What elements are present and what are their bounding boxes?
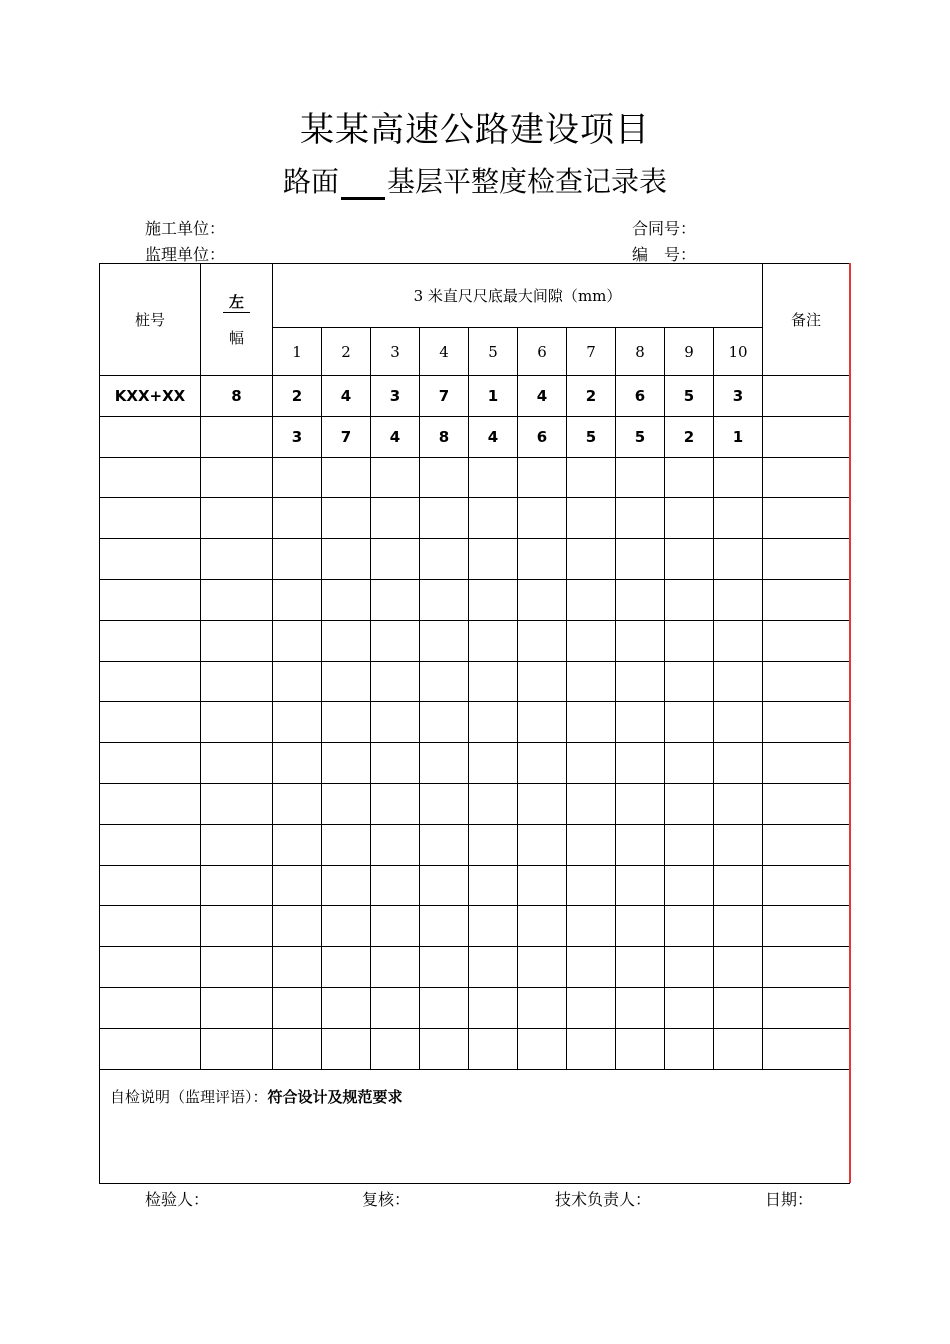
measure-cell[interactable] xyxy=(322,702,371,743)
header-gap: 3 米直尺尺底最大间隙（mm） xyxy=(273,264,763,328)
measure-cell[interactable] xyxy=(371,987,420,1028)
reviewer-label: 复核： xyxy=(362,1190,411,1209)
measure-cell[interactable] xyxy=(273,661,322,702)
header-side xyxy=(201,264,273,376)
form-title-blank xyxy=(341,161,385,200)
side-cell[interactable] xyxy=(201,783,273,824)
comment-cell xyxy=(100,1069,850,1183)
measure-cell[interactable] xyxy=(518,661,567,702)
measure-cell[interactable] xyxy=(714,457,763,498)
measure-cell[interactable] xyxy=(420,661,469,702)
measure-cell[interactable] xyxy=(665,783,714,824)
measure-cell[interactable] xyxy=(420,579,469,620)
table-row xyxy=(100,1028,850,1069)
table-row xyxy=(100,906,850,947)
remark-cell[interactable] xyxy=(763,457,850,498)
measure-cell[interactable]: 7 xyxy=(322,416,371,457)
measure-cell[interactable] xyxy=(714,865,763,906)
measure-cell[interactable]: 3 xyxy=(273,416,322,457)
station-cell[interactable] xyxy=(100,702,201,743)
measure-cell[interactable] xyxy=(273,620,322,661)
remark-cell[interactable] xyxy=(763,824,850,865)
side-cell[interactable] xyxy=(201,1028,273,1069)
measure-cell[interactable] xyxy=(273,743,322,784)
station-cell[interactable] xyxy=(100,661,201,702)
header-side-bottom: 幅 xyxy=(228,329,244,347)
table-row xyxy=(100,702,850,743)
measure-cell[interactable]: 4 xyxy=(371,416,420,457)
measure-cell[interactable] xyxy=(371,906,420,947)
station-cell[interactable] xyxy=(100,824,201,865)
measure-cell[interactable] xyxy=(469,947,518,988)
measure-cell[interactable] xyxy=(567,620,616,661)
measure-cell[interactable] xyxy=(518,457,567,498)
remark-cell[interactable] xyxy=(763,416,850,457)
measure-cell[interactable] xyxy=(518,824,567,865)
measure-cell[interactable] xyxy=(322,947,371,988)
measure-cell[interactable] xyxy=(273,824,322,865)
measure-cell[interactable]: 5 xyxy=(616,416,665,457)
measure-cell[interactable] xyxy=(273,783,322,824)
remark-cell[interactable] xyxy=(763,987,850,1028)
station-cell[interactable] xyxy=(100,539,201,580)
measure-cell[interactable] xyxy=(616,702,665,743)
measure-cell[interactable] xyxy=(420,947,469,988)
measure-cell[interactable] xyxy=(567,947,616,988)
measure-cell[interactable] xyxy=(273,947,322,988)
measure-cell[interactable] xyxy=(567,783,616,824)
measure-cell[interactable] xyxy=(616,906,665,947)
side-cell[interactable] xyxy=(201,579,273,620)
measure-cell[interactable] xyxy=(714,947,763,988)
measure-cell[interactable] xyxy=(714,702,763,743)
measure-cell[interactable] xyxy=(567,539,616,580)
measure-cell[interactable] xyxy=(371,457,420,498)
side-cell[interactable] xyxy=(201,457,273,498)
measure-cell[interactable] xyxy=(714,539,763,580)
header-side-top: 左 xyxy=(223,291,250,313)
measure-cell[interactable] xyxy=(714,743,763,784)
measure-cell[interactable] xyxy=(469,457,518,498)
remark-cell[interactable] xyxy=(763,661,850,702)
inspector-label: 检验人： xyxy=(145,1190,210,1209)
measure-cell[interactable] xyxy=(518,865,567,906)
measure-cell[interactable]: 2 xyxy=(567,376,616,417)
measure-cell[interactable] xyxy=(322,620,371,661)
measure-cell[interactable] xyxy=(665,498,714,539)
station-cell[interactable] xyxy=(100,865,201,906)
measure-cell[interactable] xyxy=(420,539,469,580)
measure-cell[interactable] xyxy=(371,743,420,784)
measure-cell[interactable] xyxy=(518,579,567,620)
remark-cell[interactable] xyxy=(763,906,850,947)
table-row xyxy=(100,539,850,580)
measure-cell[interactable] xyxy=(616,824,665,865)
construction-unit-label: 施工单位： xyxy=(145,219,226,238)
measure-cell[interactable] xyxy=(322,1028,371,1069)
measure-cell[interactable] xyxy=(714,661,763,702)
remark-cell[interactable] xyxy=(763,498,850,539)
header-measure-col: 5 xyxy=(469,328,518,376)
measure-cell[interactable] xyxy=(616,498,665,539)
table-row xyxy=(100,947,850,988)
measure-cell[interactable] xyxy=(371,865,420,906)
measure-cell[interactable] xyxy=(665,457,714,498)
measure-cell[interactable] xyxy=(469,783,518,824)
measure-cell[interactable] xyxy=(273,539,322,580)
measure-cell[interactable] xyxy=(273,865,322,906)
measure-cell[interactable] xyxy=(469,620,518,661)
measure-cell[interactable] xyxy=(420,1028,469,1069)
header-measure-col: 1 xyxy=(273,328,322,376)
header-remark: 备注 xyxy=(763,264,850,376)
side-cell[interactable] xyxy=(201,498,273,539)
measure-cell[interactable] xyxy=(322,579,371,620)
station-cell[interactable] xyxy=(100,1028,201,1069)
station-cell[interactable] xyxy=(100,987,201,1028)
measure-cell[interactable] xyxy=(567,457,616,498)
measure-cell[interactable] xyxy=(469,1028,518,1069)
table-row xyxy=(100,743,850,784)
measure-cell[interactable]: 3 xyxy=(371,376,420,417)
remark-cell[interactable] xyxy=(763,620,850,661)
measure-cell[interactable] xyxy=(714,987,763,1028)
measure-cell[interactable] xyxy=(714,620,763,661)
station-cell[interactable] xyxy=(100,947,201,988)
measure-cell[interactable] xyxy=(616,1028,665,1069)
header-measure-col: 3 xyxy=(371,328,420,376)
form-title-suffix: 基层平整度检查记录表 xyxy=(387,165,668,198)
station-cell[interactable] xyxy=(100,743,201,784)
table-row xyxy=(100,498,850,539)
comment-label: 自检说明（监理评语）： xyxy=(110,1087,268,1106)
measure-cell[interactable] xyxy=(714,1028,763,1069)
measure-cell[interactable] xyxy=(469,906,518,947)
measure-cell[interactable] xyxy=(665,987,714,1028)
measure-cell[interactable] xyxy=(665,1028,714,1069)
measure-cell[interactable] xyxy=(567,987,616,1028)
station-cell[interactable] xyxy=(100,498,201,539)
header-measure-col: 6 xyxy=(518,328,567,376)
measure-cell[interactable] xyxy=(469,865,518,906)
measure-cell[interactable] xyxy=(518,783,567,824)
remark-cell[interactable] xyxy=(763,947,850,988)
measure-cell[interactable] xyxy=(322,539,371,580)
measure-cell[interactable] xyxy=(714,906,763,947)
measure-cell[interactable] xyxy=(273,457,322,498)
measure-cell[interactable] xyxy=(714,498,763,539)
table-row xyxy=(100,987,850,1028)
header-measure-col: 8 xyxy=(616,328,665,376)
measure-cell[interactable] xyxy=(273,1028,322,1069)
measure-cell[interactable] xyxy=(420,457,469,498)
measure-cell[interactable] xyxy=(665,947,714,988)
measure-cell[interactable] xyxy=(665,824,714,865)
measure-cell[interactable]: 1 xyxy=(469,376,518,417)
table-row xyxy=(100,416,850,457)
header-measure-col: 4 xyxy=(420,328,469,376)
table-row xyxy=(100,620,850,661)
measure-cell[interactable]: 3 xyxy=(714,376,763,417)
station-cell[interactable] xyxy=(100,906,201,947)
contract-no-label: 合同号： xyxy=(632,219,697,238)
measure-cell[interactable] xyxy=(567,702,616,743)
side-cell[interactable] xyxy=(201,661,273,702)
measure-cell[interactable] xyxy=(665,579,714,620)
side-cell[interactable] xyxy=(201,987,273,1028)
measure-cell[interactable] xyxy=(665,620,714,661)
measure-cell[interactable] xyxy=(322,865,371,906)
measure-cell[interactable] xyxy=(420,906,469,947)
measure-cell[interactable] xyxy=(518,1028,567,1069)
tech-lead-label: 技术负责人： xyxy=(555,1190,652,1209)
measure-cell[interactable] xyxy=(420,743,469,784)
header-station: 桩号 xyxy=(100,264,201,376)
side-cell[interactable] xyxy=(201,865,273,906)
measure-cell[interactable] xyxy=(322,987,371,1028)
measure-cell[interactable] xyxy=(371,947,420,988)
measure-cell[interactable]: 4 xyxy=(469,416,518,457)
supervision-unit-label: 监理单位： xyxy=(145,245,226,264)
measure-cell[interactable] xyxy=(616,539,665,580)
measure-cell[interactable] xyxy=(469,539,518,580)
measure-cell[interactable] xyxy=(371,661,420,702)
measure-cell[interactable] xyxy=(371,579,420,620)
measure-cell[interactable] xyxy=(322,743,371,784)
remark-cell[interactable] xyxy=(763,783,850,824)
measure-cell[interactable] xyxy=(567,661,616,702)
measure-cell[interactable] xyxy=(420,865,469,906)
table-row xyxy=(100,376,850,417)
measure-cell[interactable] xyxy=(371,1028,420,1069)
side-cell[interactable] xyxy=(201,416,273,457)
remark-cell[interactable] xyxy=(763,376,850,417)
measure-cell[interactable] xyxy=(420,498,469,539)
header-measure-col: 10 xyxy=(714,328,763,376)
measure-cell[interactable] xyxy=(567,498,616,539)
measure-cell[interactable] xyxy=(273,906,322,947)
measure-cell[interactable]: 1 xyxy=(714,416,763,457)
measure-cell[interactable] xyxy=(273,702,322,743)
measure-cell[interactable] xyxy=(518,987,567,1028)
header-measure-col: 7 xyxy=(567,328,616,376)
date-label: 日期： xyxy=(765,1190,814,1209)
measure-cell[interactable] xyxy=(616,579,665,620)
measure-cell[interactable] xyxy=(518,620,567,661)
measure-cell[interactable] xyxy=(714,824,763,865)
measure-cell[interactable] xyxy=(567,1028,616,1069)
station-cell[interactable] xyxy=(100,416,201,457)
measure-cell[interactable] xyxy=(616,620,665,661)
side-cell[interactable]: 8 xyxy=(201,376,273,417)
measure-cell[interactable] xyxy=(322,457,371,498)
measure-cell[interactable] xyxy=(567,743,616,784)
measure-cell[interactable] xyxy=(665,906,714,947)
measure-cell[interactable]: 4 xyxy=(518,376,567,417)
measure-cell[interactable] xyxy=(665,743,714,784)
side-cell[interactable] xyxy=(201,743,273,784)
measure-cell[interactable]: 5 xyxy=(567,416,616,457)
measure-cell[interactable] xyxy=(518,702,567,743)
remark-cell[interactable] xyxy=(763,743,850,784)
measure-cell[interactable] xyxy=(714,783,763,824)
measure-cell[interactable] xyxy=(469,987,518,1028)
measure-cell[interactable] xyxy=(714,579,763,620)
measure-cell[interactable] xyxy=(371,498,420,539)
measure-cell[interactable]: 2 xyxy=(665,416,714,457)
measure-cell[interactable] xyxy=(273,498,322,539)
station-cell[interactable] xyxy=(100,620,201,661)
side-cell[interactable] xyxy=(201,947,273,988)
measure-cell[interactable] xyxy=(567,579,616,620)
station-cell[interactable] xyxy=(100,457,201,498)
header-measure-col: 2 xyxy=(322,328,371,376)
measure-cell[interactable] xyxy=(616,661,665,702)
measure-cell[interactable] xyxy=(322,783,371,824)
remark-cell[interactable] xyxy=(763,579,850,620)
serial-no-label: 编 号： xyxy=(632,245,697,264)
remark-cell[interactable] xyxy=(763,702,850,743)
measure-cell[interactable] xyxy=(518,906,567,947)
measure-cell[interactable] xyxy=(469,824,518,865)
measure-cell[interactable] xyxy=(420,987,469,1028)
measure-cell[interactable] xyxy=(616,865,665,906)
margin-line xyxy=(849,263,851,1183)
measure-cell[interactable] xyxy=(420,824,469,865)
measure-cell[interactable] xyxy=(518,498,567,539)
measure-cell[interactable]: 5 xyxy=(665,376,714,417)
measure-cell[interactable] xyxy=(518,539,567,580)
measure-cell[interactable] xyxy=(665,702,714,743)
measure-cell[interactable]: 2 xyxy=(273,376,322,417)
side-cell[interactable] xyxy=(201,702,273,743)
side-cell[interactable] xyxy=(201,539,273,580)
measure-cell[interactable] xyxy=(567,824,616,865)
form-title xyxy=(0,160,950,200)
form-title-prefix: 路面 xyxy=(282,165,339,198)
measure-cell[interactable] xyxy=(469,743,518,784)
measure-cell[interactable] xyxy=(616,987,665,1028)
measure-cell[interactable] xyxy=(322,498,371,539)
measure-cell[interactable] xyxy=(371,702,420,743)
measure-cell[interactable] xyxy=(420,702,469,743)
table-row xyxy=(100,579,850,620)
measure-cell[interactable] xyxy=(322,906,371,947)
remark-cell[interactable] xyxy=(763,865,850,906)
measure-cell[interactable]: 8 xyxy=(420,416,469,457)
measure-cell[interactable] xyxy=(616,947,665,988)
measure-cell[interactable] xyxy=(420,620,469,661)
table-row xyxy=(100,783,850,824)
remark-cell[interactable] xyxy=(763,539,850,580)
measure-cell[interactable] xyxy=(420,783,469,824)
measure-cell[interactable] xyxy=(469,579,518,620)
measure-cell[interactable] xyxy=(371,824,420,865)
measure-cell[interactable] xyxy=(616,457,665,498)
station-cell[interactable] xyxy=(100,579,201,620)
measure-cell[interactable] xyxy=(322,824,371,865)
measure-cell[interactable] xyxy=(469,498,518,539)
header-measure-col: 9 xyxy=(665,328,714,376)
table-row xyxy=(100,661,850,702)
measure-cell[interactable] xyxy=(518,743,567,784)
measure-cell[interactable] xyxy=(616,783,665,824)
comment-value[interactable]: 符合设计及规范要求 xyxy=(267,1087,403,1106)
measure-cell[interactable] xyxy=(273,579,322,620)
flatness-record-table xyxy=(99,263,850,1184)
table-row xyxy=(100,865,850,906)
measure-cell[interactable]: 4 xyxy=(322,376,371,417)
measure-cell[interactable] xyxy=(371,783,420,824)
project-title: 某某高速公路建设项目 xyxy=(300,110,650,150)
side-cell[interactable] xyxy=(201,620,273,661)
remark-cell[interactable] xyxy=(763,1028,850,1069)
measure-cell[interactable] xyxy=(518,947,567,988)
measure-cell[interactable] xyxy=(273,987,322,1028)
measure-cell[interactable] xyxy=(665,865,714,906)
station-cell[interactable]: KXX+XX xyxy=(100,376,201,417)
measure-cell[interactable] xyxy=(665,661,714,702)
measure-cell[interactable] xyxy=(567,906,616,947)
measure-cell[interactable] xyxy=(469,661,518,702)
measure-cell[interactable] xyxy=(469,702,518,743)
measure-cell[interactable]: 6 xyxy=(616,376,665,417)
measure-cell[interactable] xyxy=(665,539,714,580)
table-row xyxy=(100,457,850,498)
measure-cell[interactable] xyxy=(322,661,371,702)
table-row xyxy=(100,824,850,865)
measure-cell[interactable] xyxy=(371,620,420,661)
station-cell[interactable] xyxy=(100,783,201,824)
side-cell[interactable] xyxy=(201,906,273,947)
measure-cell[interactable]: 6 xyxy=(518,416,567,457)
measure-cell[interactable] xyxy=(616,743,665,784)
measure-cell[interactable] xyxy=(371,539,420,580)
measure-cell[interactable] xyxy=(567,865,616,906)
side-cell[interactable] xyxy=(201,824,273,865)
measure-cell[interactable]: 7 xyxy=(420,376,469,417)
